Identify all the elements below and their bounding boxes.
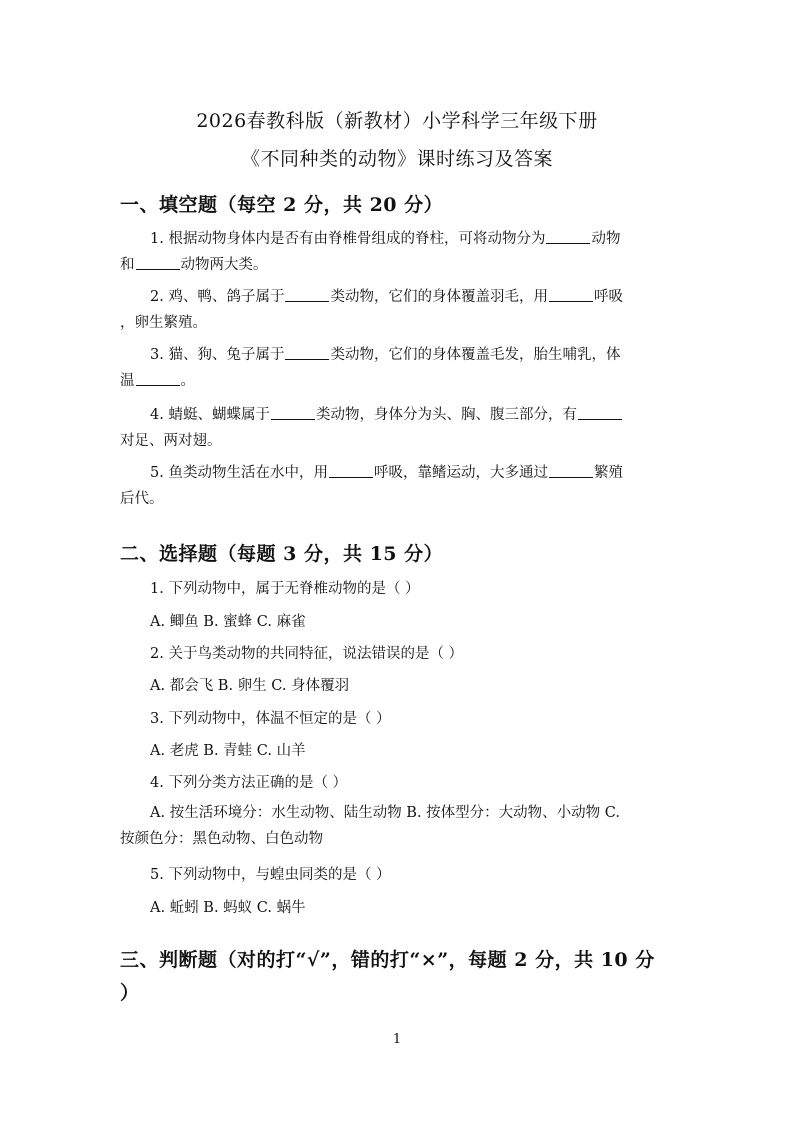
choice-options-5: A. 蚯蚓 B. 蚂蚁 C. 蜗牛 xyxy=(150,900,306,916)
answer-blank[interactable] xyxy=(136,255,180,270)
q2-text-d: ，卵生繁殖。 xyxy=(120,315,207,331)
choice-options-3: A. 老虎 B. 青蛙 C. 山羊 xyxy=(150,743,306,759)
answer-blank[interactable] xyxy=(549,287,593,302)
q5-text-d: 后代。 xyxy=(120,491,164,507)
q5-text-a: 5. 鱼类动物生活在水中，用 xyxy=(150,465,328,481)
answer-blank[interactable] xyxy=(329,463,373,478)
answer-blank[interactable] xyxy=(285,345,329,360)
fill-question-3 xyxy=(120,342,674,394)
q1-text-d: 动物两大类。 xyxy=(180,257,268,273)
document-subtitle: 《不同种类的动物》课时练习及答案 xyxy=(240,148,553,170)
choice-question-1: 1. 下列动物中，属于无脊椎动物的是（ ） xyxy=(150,581,420,597)
q4-text-b: 类动物，身体分为头、胸、腹三部分，有 xyxy=(315,407,577,423)
section-heading-true-false-line2: ） xyxy=(120,982,140,1004)
choice-options-1: A. 鲫鱼 B. 蜜蜂 C. 麻雀 xyxy=(150,614,306,630)
answer-blank[interactable] xyxy=(546,229,590,244)
q3-text-c: 温 xyxy=(120,373,135,389)
choice-question-3: 3. 下列动物中，体温不恒定的是（ ） xyxy=(150,711,391,727)
fill-question-5 xyxy=(120,460,674,512)
choice-options-4-line2: 按颜色分：黑色动物、白色动物 xyxy=(120,831,323,847)
answer-blank[interactable] xyxy=(136,371,180,386)
section-heading-true-false xyxy=(120,945,680,1005)
q3-text-a: 3. 猫、狗、兔子属于 xyxy=(150,347,285,363)
fill-question-4 xyxy=(120,402,674,454)
answer-blank[interactable] xyxy=(271,405,315,420)
q4-text-c: 对足、两对翅。 xyxy=(120,433,222,449)
q5-text-b: 呼吸，靠鳍运动，大多通过 xyxy=(373,465,548,481)
q1-text-c: 和 xyxy=(120,257,135,273)
answer-blank[interactable] xyxy=(578,405,622,420)
choice-question-4: 4. 下列分类方法正确的是（ ） xyxy=(150,775,348,791)
section-heading-true-false-line1: 三、判断题（对的打“√”，错的打“×”，每题 2 分，共 10 分 xyxy=(120,949,655,971)
page-number: 1 xyxy=(392,1032,402,1047)
choice-question-2: 2. 关于鸟类动物的共同特征，说法错误的是（ ） xyxy=(150,646,464,662)
answer-blank[interactable] xyxy=(549,463,593,478)
section-heading-multiple-choice: 二、选择题（每题 3 分，共 15 分） xyxy=(120,543,444,565)
section-heading-fill-in: 一、填空题（每空 2 分，共 20 分） xyxy=(120,194,444,216)
choice-options-2: A. 都会飞 B. 卵生 C. 身体覆羽 xyxy=(150,678,350,694)
answer-blank[interactable] xyxy=(285,287,329,302)
fill-question-1 xyxy=(120,226,674,278)
q5-text-c: 繁殖 xyxy=(593,465,623,481)
q1-text-a: 1. 根据动物身体内是否有由脊椎骨组成的脊柱，可将动物分为 xyxy=(150,231,546,247)
q2-text-c: 呼吸 xyxy=(593,289,623,305)
choice-question-5: 5. 下列动物中，与蝗虫同类的是（ ） xyxy=(150,867,391,883)
q1-text-b: 动物 xyxy=(591,231,621,247)
q4-text-a: 4. 蜻蜓、蝴蝶属于 xyxy=(150,407,270,423)
fill-question-2 xyxy=(120,284,674,336)
choice-options-4-line1: A. 按生活环境分：水生动物、陆生动物 B. 按体型分：大动物、小动物 C. xyxy=(150,805,620,821)
q3-text-b: 类动物，它们的身体覆盖毛发，胎生哺乳，体 xyxy=(330,347,621,363)
document-title: 2026春教科版（新教材）小学科学三年级下册 xyxy=(196,110,598,132)
q3-text-d: 。 xyxy=(180,373,195,389)
q2-text-b: 类动物，它们的身体覆盖羽毛，用 xyxy=(330,289,548,305)
choice-options-4 xyxy=(120,800,676,852)
q2-text-a: 2. 鸡、鸭、鸽子属于 xyxy=(150,289,285,305)
